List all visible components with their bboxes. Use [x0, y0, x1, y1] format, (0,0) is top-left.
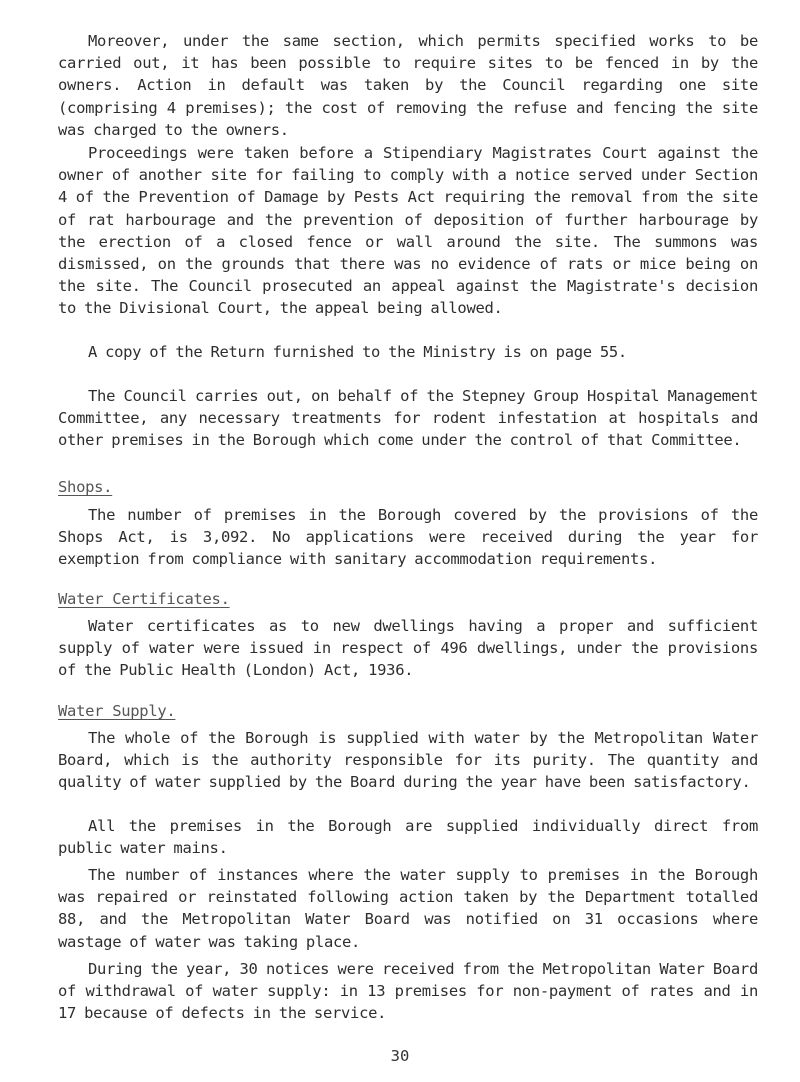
page-number: 30: [390, 1047, 410, 1065]
paragraph-withdrawal-notices: During the year, 30 notices were received from the Metropolitan Water Board of withdrawal of water supply: in 13 premises for non-payment of rates and in 17 because of defects in the service.: [58, 960, 758, 1023]
heading-shops: Shops.: [58, 478, 113, 496]
paragraph-shops: The number of premises in the Borough covered by the provisions of the Shops Act, is 3,092. No applications were received during the year for exemption from compliance with sanitary accommodation requirements.: [58, 506, 758, 569]
paragraph-water-mains: All the premises in the Borough are supplied individually direct from public water mains.: [58, 817, 758, 858]
paragraph-proceedings: Proceedings were taken before a Stipendiary Magistrates Court against the owner of another site for failing to comply with a notice served under Section 4 of the Prevention of Damage by Pests Act requiring the removal from the site of rat harbourage and the prevention of deposition of further harbourage by the erection of a closed fence or wall around the site. The summons was dismissed, on the grounds that there was no evidence of rats or mice being on the site. The Council prosecuted an appeal against the Magistrate's decision to the Divisional Court, the appeal being allowed.: [58, 144, 758, 318]
paragraph-water-supply: The whole of the Borough is supplied with water by the Metropolitan Water Board, which is the authority responsible for its purity. The quantity and quality of water supplied by the Board during the year have been satisfactory.: [58, 729, 758, 792]
paragraph-fencing-sites: Moreover, under the same section, which permits specified works to be carried out, it has been possible to require sites to be fenced in by the owners. Action in default was taken by the Council regarding one site (comprising 4 premises); the cost of removing the refuse and fencing the site was charged to the owners.: [58, 32, 758, 139]
paragraph-return-copy: A copy of the Return furnished to the Ministry is on page 55.: [88, 343, 627, 361]
heading-water-supply: Water Supply.: [58, 702, 176, 720]
paragraph-water-certificates: Water certificates as to new dwellings having a proper and sufficient supply of water were issued in respect of 496 dwellings, under the provisions of the Public Health (London) Act, 1936.: [58, 617, 758, 680]
heading-water-certificates: Water Certificates.: [58, 590, 230, 608]
paragraph-hospital-treatments: The Council carries out, on behalf of the Stepney Group Hospital Management Committee, any necessary treatments for rodent infestation at hospitals and other premises in the Borough which come under the control of that Committee.: [58, 387, 758, 450]
paragraph-water-repairs: The number of instances where the water supply to premises in the Borough was repaired or reinstated following action taken by the Department totalled 88, and the Metropolitan Water Board was notified on 31 occasions where wastage of water was taking place.: [58, 866, 758, 951]
